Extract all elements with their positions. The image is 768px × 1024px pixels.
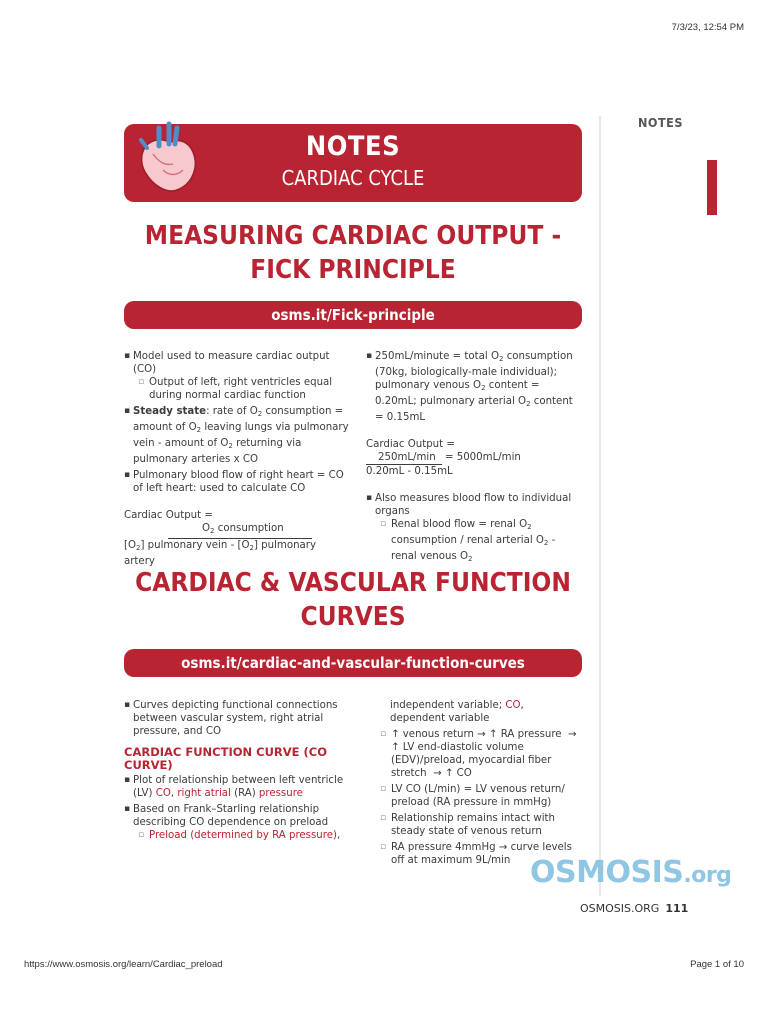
- section-link[interactable]: osms.it/Fick-principle: [124, 301, 582, 329]
- footer-brand: OSMOSIS.ORG: [580, 902, 660, 915]
- section-link[interactable]: osms.it/cardiac-and-vascular-function-curves: [124, 649, 582, 677]
- subheading: CARDIAC FUNCTION CURVE (CO CURVE): [124, 745, 328, 772]
- page-footer: [580, 902, 688, 915]
- print-page-number: Page 1 of 10: [690, 959, 744, 970]
- section-title-line: MEASURING CARDIAC OUTPUT -: [144, 221, 562, 251]
- banner-subtitle: CARDIAC CYCLE: [281, 166, 425, 190]
- section-title: [124, 566, 582, 634]
- sidebar-accent-bar: [707, 160, 717, 215]
- fick-right-column: ▪ 250mL/minute = total $O_2$ consumption (70kg, biologically-male individual); pulmonary venous $O_2$ content = 0.20mL; pulmonary arterial $O_2$ content = 0.15mL Cardiac Output = 250mL/min = 5000mL/min 0.20mL - 0.15mL ▪ Also measures blood flow to individual organs ▫ Renal blood flow = renal $O_2$ consumption / renal arterial $O_2$ - renal venous $O_2$: [366, 350, 581, 566]
- curves-right-column: independent variable; CO, dependent variable ▫ ↑ venous return → ↑ RA pressure → ↑ LV end-diastolic volume (EDV)/preload, myocardial fiber stretch → ↑ CO ▫ LV CO (L/min) = LV venous return/ preload (RA pressure in mmHg) ▫ Relationship remains intact with steady state of venous return ▫ RA pressure 4mmHg → curve levels off at maximum 9L/min: [366, 699, 581, 867]
- banner-title: NOTES: [305, 131, 401, 162]
- section-title-line: CARDIAC & VASCULAR FUNCTION: [135, 568, 571, 598]
- section-title-line: FICK PRINCIPLE: [250, 255, 456, 285]
- section-title: [124, 219, 582, 287]
- curves-left-column: ▪ Curves depicting functional connections between vascular system, right atrial pressure, and CO CARDIAC FUNCTION CURVE (CO CURVE) ▪ Plot of relationship between left ventricle (LV) CO, right atrial (RA) pressure ▪ Based on Frank–Starling relationship describing CO dependence on preload ▫ Preload (determined by RA pressure),: [124, 699, 349, 842]
- osmosis-logo: OSMOSIS.org: [530, 855, 732, 890]
- sidebar-notes-label: NOTES: [638, 115, 683, 130]
- section-title-line: CURVES: [300, 602, 406, 632]
- print-datetime: 7/3/23, 12:54 PM: [671, 22, 744, 33]
- fick-left-column: ▪ Model used to measure cardiac output (CO) ▫ Output of left, right ventricles equal during normal cardiac function ▪ Steady state: rate of $O_2$ consumption = amount of $O_2$ leaving lungs via pulmonary vein - amount of $O_2$ returning via pulmonary arteries x CO ▪ Pulmonary blood flow of right heart = CO of left heart: used to calculate CO Cardiac Output = $O_2$ consumption $[O_2]$ pulmonary vein - $[O_2]$ pulmonary artery: [124, 350, 349, 568]
- page-number: 111: [665, 902, 689, 915]
- sidebar-divider: [599, 116, 601, 896]
- print-url[interactable]: https://www.osmosis.org/learn/Cardiac_preload: [24, 959, 223, 970]
